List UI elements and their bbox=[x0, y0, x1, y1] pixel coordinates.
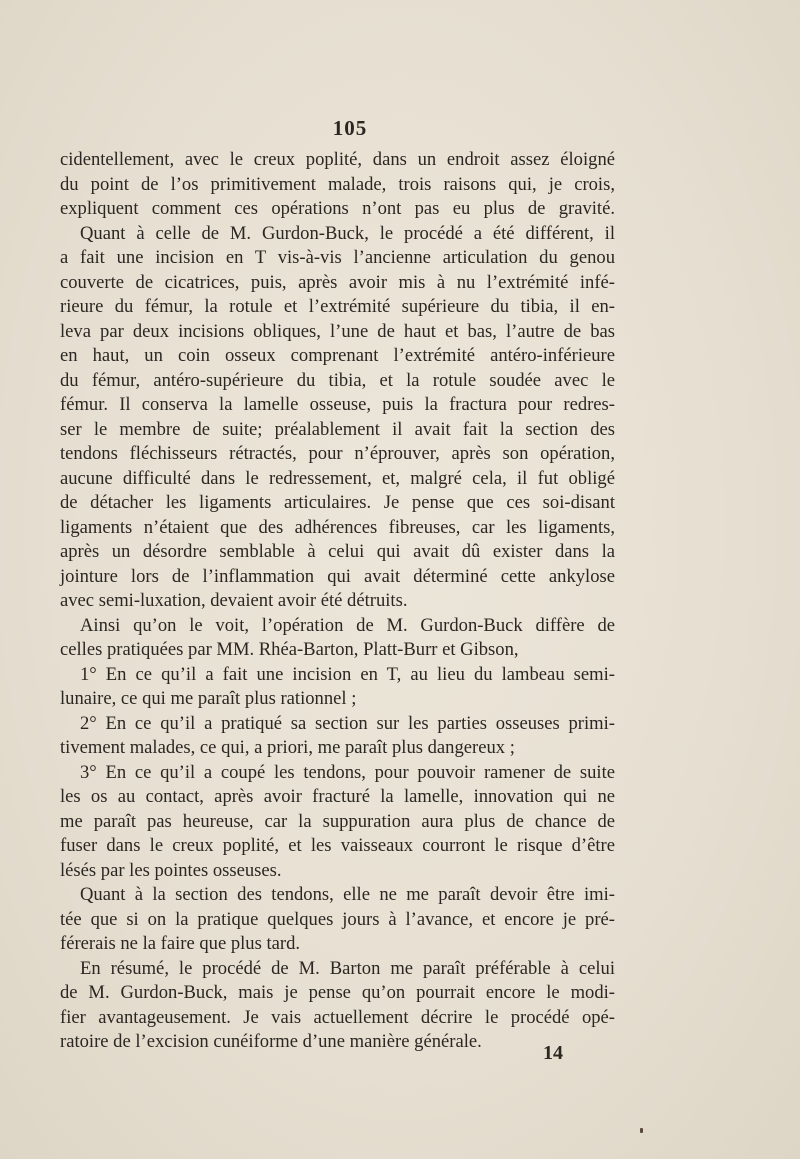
text-line: a fait une incision en T vis-à-vis l’ancienne articulation du genou bbox=[60, 247, 615, 268]
text-line: 3° En ce qu’il a coupé les tendons, pour pouvoir ramener de suite bbox=[80, 761, 615, 783]
text-line: ratoire de l’excision cunéiforme d’une manière générale. bbox=[60, 1031, 482, 1052]
text-line: de détacher les ligaments articulaires. Je pense que ces soi-disant bbox=[60, 492, 615, 513]
text-line: férerais ne la faire que plus tard. bbox=[60, 933, 301, 954]
text-line: leva par deux incisions obliques, l’une de haut et bas, l’autre de bas bbox=[60, 320, 615, 342]
text-line: me paraît pas heureuse, car la suppuration aura plus de chance de bbox=[60, 810, 615, 832]
text-line: après un désordre semblable à celui qui avait dû exister dans la bbox=[60, 541, 615, 562]
text-line: en haut, un coin osseux comprenant l’extrémité antéro-inférieure bbox=[60, 345, 615, 366]
text-line: les os au contact, après avoir fracturé la lamelle, innovation qui ne bbox=[60, 786, 615, 807]
text-line: tée que si on la pratique quelques jours à l’avance, et encore je pré- bbox=[60, 908, 615, 930]
text-line: du point de l’os primitivement malade, trois raisons qui, je crois, bbox=[60, 173, 615, 195]
text-line: rieure du fémur, la rotule et l’extrémité supérieure du tibia, il en- bbox=[60, 296, 615, 317]
text-line: Quant à celle de M. Gurdon-Buck, le procédé a été différent, il bbox=[80, 222, 615, 244]
text-line: En résumé, le procédé de M. Barton me paraît préférable à celui bbox=[80, 957, 615, 979]
text-line: tendons fléchisseurs rétractés, pour n’éprouver, après son opération, bbox=[60, 443, 615, 464]
text-line: expliquent comment ces opérations n’ont pas eu plus de gravité. bbox=[60, 198, 615, 219]
text-line: lésés par les pointes osseuses. bbox=[60, 859, 282, 881]
text-line: avec semi-luxation, devaient avoir été détruits. bbox=[60, 590, 408, 611]
text-line: de M. Gurdon-Buck, mais je pense qu’on pourrait encore le modi- bbox=[60, 982, 615, 1003]
text-line: ser le membre de suite; préalablement il avait fait la section des bbox=[60, 418, 615, 440]
body-text bbox=[60, 148, 615, 1055]
text-line: aucune difficulté dans le redressement, et, malgré cela, il fut obligé bbox=[60, 467, 615, 489]
text-line: ligaments n’étaient que des adhérences fibreuses, car les ligaments, bbox=[60, 516, 615, 538]
text-line: Quant à la section des tendons, elle ne me paraît devoir être imi- bbox=[80, 884, 615, 905]
printer-signature-mark: 14 bbox=[543, 1042, 563, 1064]
text-line: jointure lors de l’inflammation qui avait déterminé cette ankylose bbox=[60, 565, 615, 587]
text-line: Ainsi qu’on le voit, l’opération de M. Gurdon-Buck diffère de bbox=[80, 614, 615, 636]
paper-speck bbox=[640, 1128, 643, 1133]
text-line: 2° En ce qu’il a pratiqué sa section sur les parties osseuses primi- bbox=[80, 712, 615, 734]
text-line: lunaire, ce qui me paraît plus rationnel ; bbox=[60, 688, 357, 709]
text-line: couverte de cicatrices, puis, après avoir mis à nu l’extrémité infé- bbox=[60, 271, 615, 293]
text-line: celles pratiquées par MM. Rhéa-Barton, Platt-Burr et Gibson, bbox=[60, 639, 519, 660]
text-line: du fémur, antéro-supérieure du tibia, et la rotule soudée avec le bbox=[60, 369, 615, 391]
text-line: fier avantageusement. Je vais actuellement décrire le procédé opé- bbox=[60, 1006, 615, 1028]
text-line: cidentellement, avec le creux poplité, dans un endroit assez éloigné bbox=[60, 149, 615, 170]
text-line: fémur. Il conserva la lamelle osseuse, puis la fractura pour redres- bbox=[60, 394, 615, 415]
text-line: 1° En ce qu’il a fait une incision en T, au lieu du lambeau semi- bbox=[80, 663, 615, 685]
text-line: fuser dans le creux poplité, et les vaisseaux courront le risque d’être bbox=[60, 835, 615, 856]
page-number: 105 bbox=[332, 116, 368, 140]
text-line: tivement malades, ce qui, a priori, me paraît plus dangereux ; bbox=[60, 737, 515, 758]
